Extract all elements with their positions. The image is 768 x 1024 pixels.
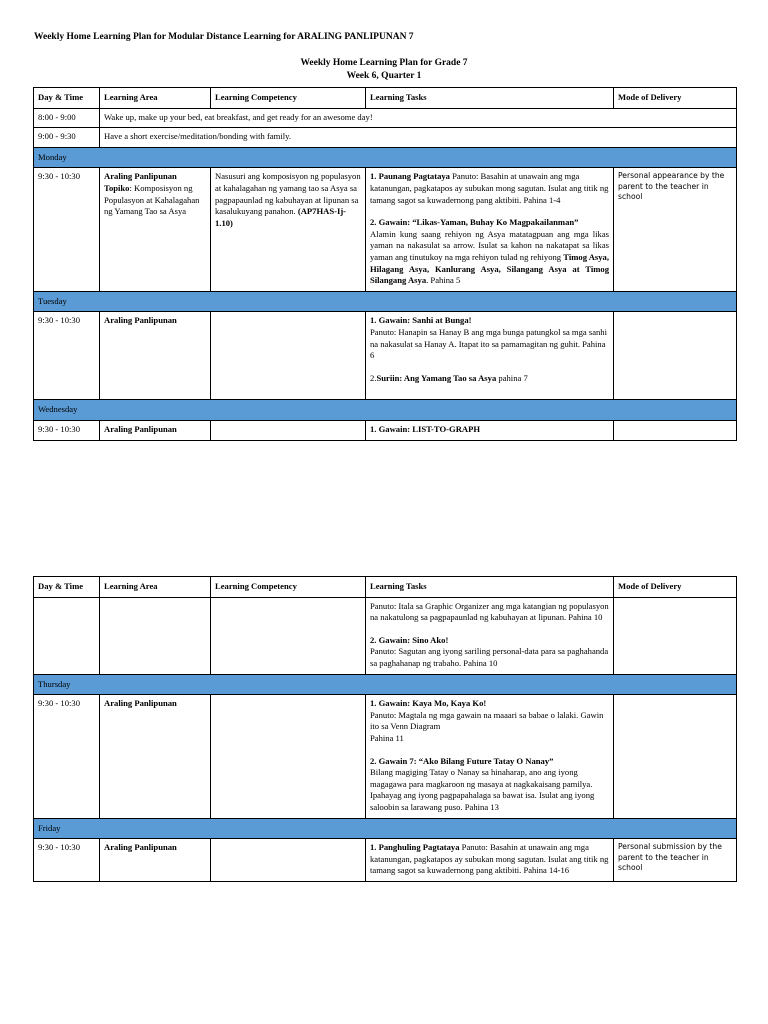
task-title: 1. Paunang Pagtataya: [370, 171, 450, 182]
routine-text: Have a short exercise/meditation/bonding with family.: [100, 128, 737, 148]
time-cell: 9:30 - 10:30: [34, 839, 100, 882]
learning-area-cell: Araling Panlipunan: [100, 839, 211, 882]
learning-plan-table-page-1: [33, 87, 737, 441]
competency-cell: [211, 168, 366, 291]
routine-text: Wake up, make up your bed, eat breakfast, and get ready for an awesome day!: [100, 108, 737, 128]
tasks-cell: [366, 312, 614, 400]
routine-time: 8:00 - 9:00: [34, 108, 100, 128]
header-row: [34, 88, 737, 109]
task-text: Panuto: Itala sa Graphic Organizer ang mga katangian ng populasyon na nakatulong sa pagpapaunlad ng kabuhayan at lipunan. Pahina 10: [370, 600, 609, 623]
task-text: Pahina 11: [370, 732, 404, 743]
delivery-cell: [614, 420, 737, 440]
time-cell: 9:30 - 10:30: [34, 420, 100, 440]
header-learning-area: Learning Area: [100, 88, 211, 109]
monday-row: [34, 168, 737, 291]
area-name: Araling Panlipunan: [104, 171, 177, 182]
day-label: Wednesday: [34, 400, 737, 421]
competency-cell: [211, 420, 366, 440]
day-row-tuesday: [34, 291, 737, 312]
delivery-cell: Personal submission by the parent to the teacher in school: [614, 839, 737, 882]
competency-cell: [211, 839, 366, 882]
day-row-thursday: [34, 674, 737, 695]
task-title: 1. Gawain: Kaya Mo, Kaya Ko!: [370, 698, 487, 709]
task-text: Bilang magiging Tatay o Nanay sa hinaharap, ano ang iyong magagawa para magkaroon ng masaya at nagkakaisang pamilya. Ipahayag ang iyong pagpapahalaga sa bawat isa. Isulat ang iyong saloobin sa larawang puso. Pahina 13: [370, 767, 595, 812]
learning-area-cell: [100, 168, 211, 291]
time-cell: 9:30 - 10:30: [34, 168, 100, 291]
task-text: Alamin kung saang rehiyon ng Asya matatagpuan ang mga likas yaman na nakasulat sa arrow. Isulat sa kahon na nakatapat sa likas yaman ang tinutukoy na mga rehiyon tulad ng rehiyong Timog Asya, Hilagang Asya, Kanlurang Asya, Silangang Asya at Timog Silangang Asya. Pahina 5: [370, 228, 609, 286]
task-text: Panuto: Basahin at unawain ang mga katanungan, pagkatapos ay subukan mong sagutan. Isulat ang titik ng tamang sagot sa kuwadernong pang aktibiti. Pahina 14-16: [370, 842, 609, 876]
task-title: 1. Panghuling Pagtataya: [370, 842, 460, 853]
header-mode-of-delivery: Mode of Delivery: [614, 577, 737, 598]
header-day-time: Day & Time: [34, 577, 100, 598]
task-text: Panuto: Basahin at unawain ang mga katanungan, pagkatapos ay subukan mong sagutan. Isulat ang titik ng tamang sagot sa kuwadernong pang aktibiti. Pahina 1-4: [370, 171, 609, 205]
task-title: 1. Gawain: LIST-TO-GRAPH: [366, 420, 614, 440]
competency-cell: [211, 312, 366, 400]
topic-text: Komposisyon ng Populasyon at Kahalagahan ng Yamang Tao sa Asya: [104, 182, 200, 217]
learning-area-cell: Araling Panlipunan: [100, 695, 211, 818]
task-text: Panuto: Hanapin sa Hanay B ang mga bunga patungkol sa mga sanhi na nakasulat sa Hanay A. Itapat ito sa pamamagitan ng guhit. Pahina 6: [370, 326, 607, 361]
day-row-friday: [34, 818, 737, 839]
learning-area-cell: Araling Panlipunan: [100, 312, 211, 400]
header-learning-competency: Learning Competency: [211, 88, 366, 109]
task-title: 2. Gawain: Sino Ako!: [370, 634, 449, 645]
task-title: 2. Gawain 7: “Ako Bilang Future Tatay O Nanay”: [370, 755, 554, 766]
time-cell: 9:30 - 10:30: [34, 695, 100, 818]
task-line: 2.Suriin: Ang Yamang Tao sa Asya pahina 7: [370, 372, 528, 383]
tasks-cell: [366, 168, 614, 291]
header-mode-of-delivery: Mode of Delivery: [614, 88, 737, 109]
task-text: Panuto: Sagutan ang iyong sariling personal-data para sa paghahanda sa paghahanap ng trabaho. Pahina 10: [370, 646, 609, 668]
tuesday-row: [34, 312, 737, 400]
delivery-cell: Personal appearance by the parent to the teacher in school: [614, 168, 737, 291]
competency-cell: [211, 695, 366, 818]
topic-label: Topiko:: [104, 182, 132, 193]
plan-title: Weekly Home Learning Plan for Grade 7: [300, 58, 468, 68]
learning-plan-table-page-2: [33, 576, 737, 882]
delivery-cell: [614, 312, 737, 400]
delivery-cell: [614, 695, 737, 818]
tasks-cell: [366, 695, 614, 818]
header-learning-tasks: Learning Tasks: [366, 577, 614, 598]
header-row: [34, 577, 737, 598]
header-learning-competency: Learning Competency: [211, 577, 366, 598]
tasks-cell: [366, 839, 614, 882]
header-learning-area: Learning Area: [100, 577, 211, 598]
learning-area-cell: Araling Panlipunan: [100, 420, 211, 440]
task-text: Panuto: Magtala ng mga gawain na maaari sa babae o lalaki. Gawin ito sa Venn Diagram: [370, 709, 604, 732]
day-row-wednesday: [34, 400, 737, 421]
header-day-time: Day & Time: [34, 88, 100, 109]
day-row-monday: [34, 147, 737, 168]
plan-subtitle: Week 6, Quarter 1: [346, 71, 422, 81]
tasks-cell: [366, 597, 614, 674]
task-title: 2. Gawain: “Likas-Yaman, Buhay Ko Magpakailanman”: [370, 217, 579, 228]
friday-row: [34, 839, 737, 882]
competency-code: (AP7HAS-Ij-1.10): [215, 206, 347, 228]
competency-text: Nasusuri ang komposisyon ng populasyon at kahalagahan ng yamang tao sa Asya sa pagpapaunlad ng kabuhayan at lipunan sa kasalukuyang panahon.: [215, 171, 361, 217]
day-label: Friday: [34, 818, 737, 839]
day-label: Monday: [34, 147, 737, 168]
day-label: Tuesday: [34, 291, 737, 312]
header-learning-tasks: Learning Tasks: [366, 88, 614, 109]
day-label: Thursday: [34, 674, 737, 695]
routine-row: [34, 108, 737, 128]
time-cell: 9:30 - 10:30: [34, 312, 100, 400]
task-title: 1. Gawain: Sanhi at Bunga!: [370, 315, 472, 326]
routine-time: 9:00 - 9:30: [34, 128, 100, 148]
routine-row: [34, 128, 737, 148]
thursday-row: [34, 695, 737, 818]
wednesday-row: [34, 420, 737, 440]
wednesday-continued-row: [34, 597, 737, 674]
document-title: Weekly Home Learning Plan for Modular Distance Learning for ARALING PANLIPUNAN 7: [34, 32, 414, 42]
